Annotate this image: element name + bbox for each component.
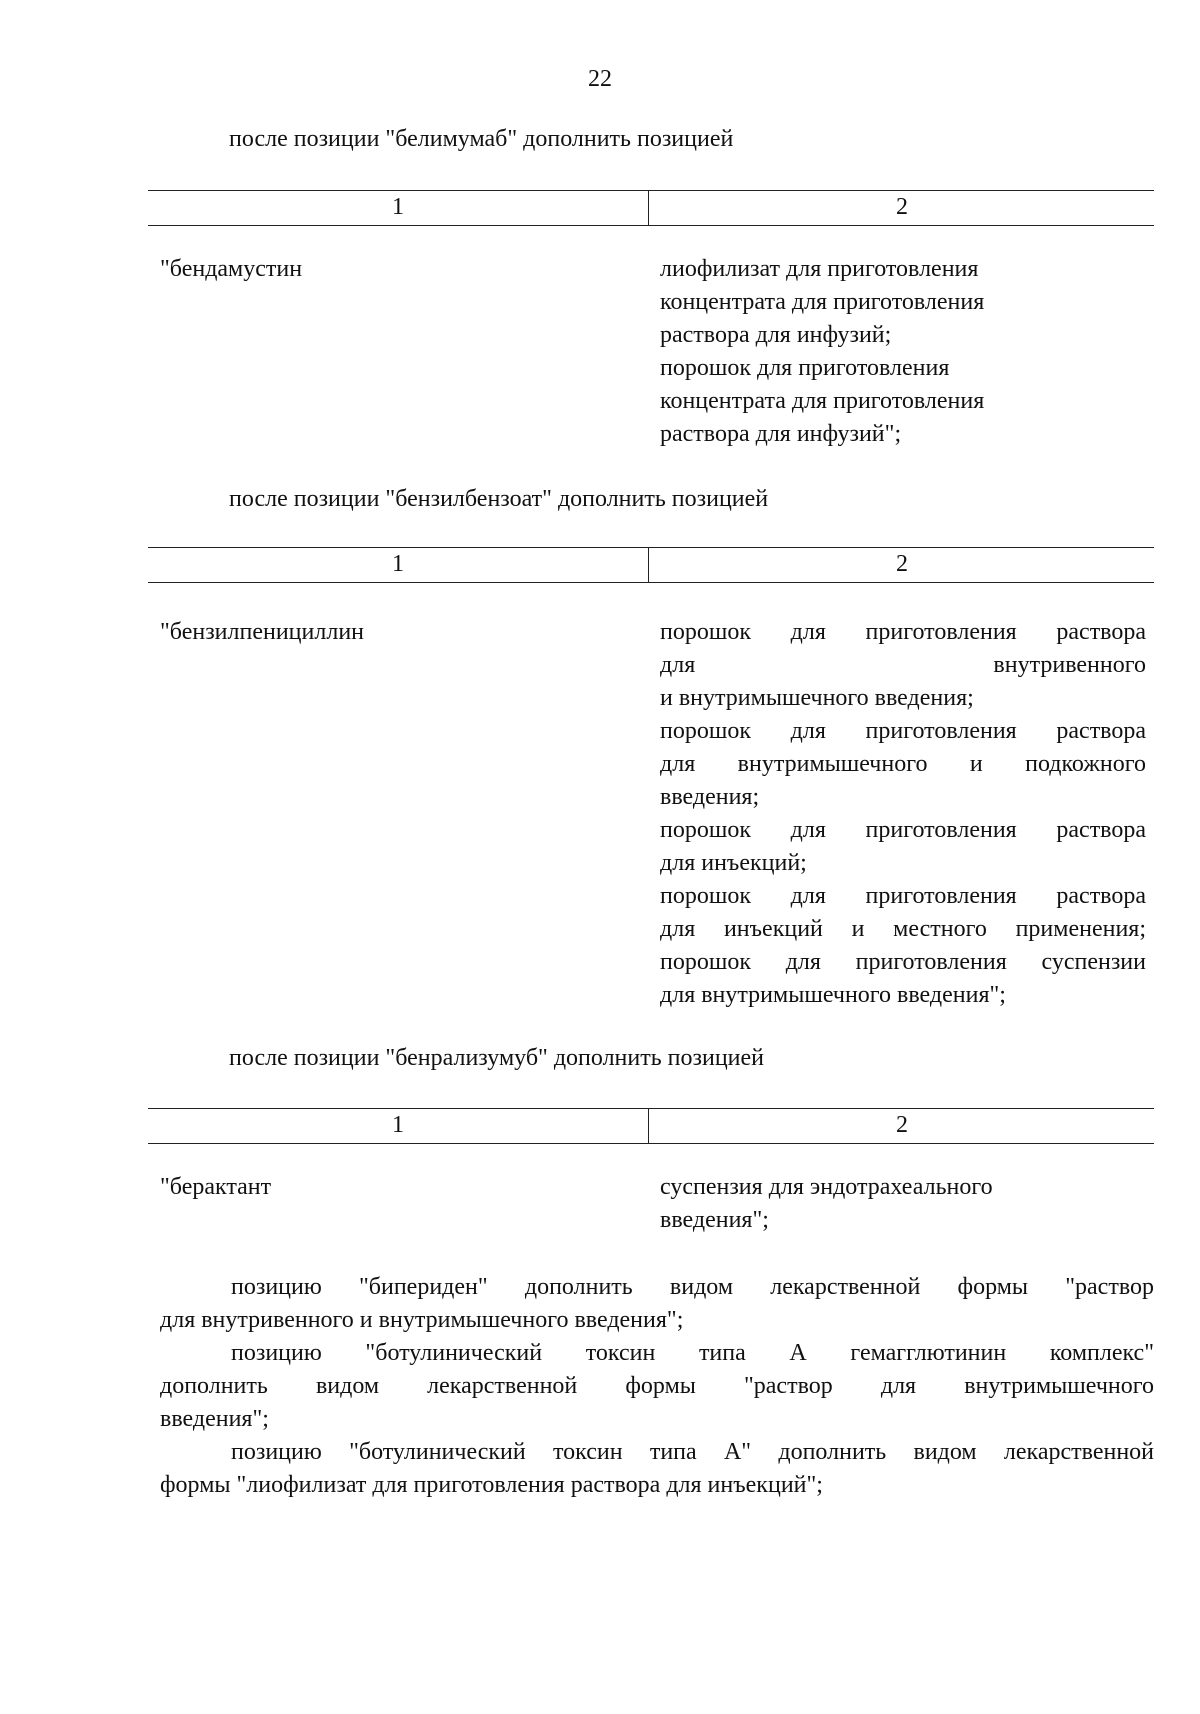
- column-header-1: 1: [148, 1109, 649, 1143]
- page-number: 22: [588, 66, 612, 92]
- dosage-form-line: порошок для приготовления раствора: [660, 817, 1146, 843]
- dosage-form-line: раствора для инфузий";: [660, 421, 902, 447]
- dosage-forms: [660, 253, 1146, 451]
- dosage-form-line: порошок для приготовления: [660, 355, 950, 381]
- section-intro: после позиции "белимумаб" дополнить позицией: [229, 126, 734, 152]
- paragraph-line: формы "лиофилизат для приготовления раствора для инъекций";: [160, 1472, 823, 1498]
- paragraph-line: позицию "ботулинический токсин типа А гемагглютинин комплекс": [231, 1340, 1154, 1366]
- dosage-forms: [660, 1171, 1146, 1237]
- paragraph-line: введения";: [160, 1406, 269, 1432]
- section-intro: после позиции "бенрализумуб" дополнить позицией: [229, 1045, 765, 1071]
- dosage-form-line: концентрата для приготовления: [660, 388, 985, 414]
- dosage-forms: [660, 616, 1146, 1012]
- dosage-form-line: и внутримышечного введения;: [660, 685, 974, 711]
- dosage-form-line: введения;: [660, 784, 760, 810]
- paragraph-line: позицию "бипериден" дополнить видом лекарственной формы "раствор: [231, 1274, 1154, 1300]
- drug-name: "бензилпенициллин: [160, 619, 364, 645]
- drug-name: "бендамустин: [160, 256, 303, 282]
- table-header: [148, 1108, 1154, 1144]
- table-header: [148, 190, 1154, 226]
- dosage-form-line: лиофилизат для приготовления: [660, 256, 979, 282]
- dosage-form-line: введения";: [660, 1207, 769, 1233]
- column-header-2: 2: [896, 551, 908, 577]
- dosage-form-line: порошок для приготовления суспензии: [660, 949, 1146, 975]
- dosage-form-line: для инъекций;: [660, 850, 807, 876]
- column-header-1: 1: [148, 191, 649, 225]
- dosage-form-line: раствора для инфузий;: [660, 322, 892, 348]
- table-header: [148, 547, 1154, 583]
- dosage-form-line: для внутримышечного и подкожного: [660, 751, 1146, 777]
- paragraph-line: позицию "ботулинический токсин типа А" дополнить видом лекарственной: [231, 1439, 1154, 1465]
- paragraph-line: для внутривенного и внутримышечного введения";: [160, 1307, 684, 1333]
- column-header-1: 1: [148, 548, 649, 582]
- column-header-2: 2: [896, 194, 908, 220]
- dosage-form-line: для внутривенного: [660, 652, 1146, 678]
- dosage-form-line: для инъекций и местного применения;: [660, 916, 1146, 942]
- section-intro: после позиции "бензилбензоат" дополнить позицией: [229, 486, 769, 512]
- drug-name: "берактант: [160, 1174, 272, 1200]
- dosage-form-line: для внутримышечного введения";: [660, 982, 1006, 1008]
- dosage-form-line: суспензия для эндотрахеального: [660, 1174, 993, 1200]
- paragraph-line: дополнить видом лекарственной формы "раствор для внутримышечного: [160, 1373, 1154, 1399]
- dosage-form-line: порошок для приготовления раствора: [660, 619, 1146, 645]
- column-header-2: 2: [896, 1112, 908, 1138]
- dosage-form-line: порошок для приготовления раствора: [660, 883, 1146, 909]
- dosage-form-line: концентрата для приготовления: [660, 289, 985, 315]
- amendment-paragraphs: [160, 1271, 1154, 1502]
- dosage-form-line: порошок для приготовления раствора: [660, 718, 1146, 744]
